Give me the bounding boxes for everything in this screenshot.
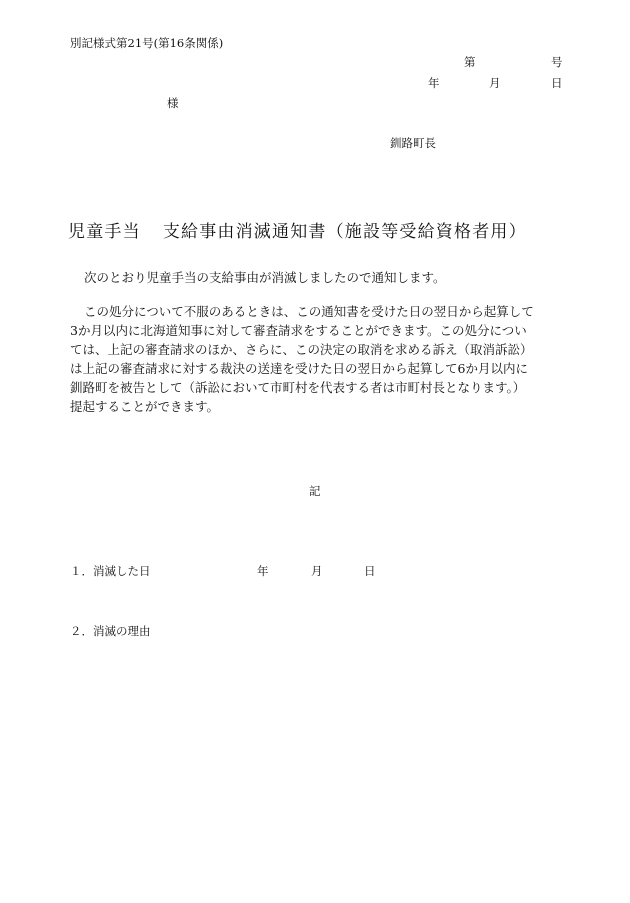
appeal-line (70, 302, 570, 321)
appeal-line: 釧路町を被告として（訴訟において市町村を代表する者は市町村長となります。） (70, 380, 526, 395)
item-1-year-label: 年 (257, 564, 269, 578)
appeal-line: は上記の審査請求に対する裁決の送達を受けた日の翌日から起算して6か月以内に (70, 361, 528, 376)
notice-paragraph: 次のとおり児童手当の支給事由が消滅しましたので通知します。 (84, 270, 446, 285)
date-month-label: 月 (489, 76, 501, 90)
title-part-1: 児童手当 (68, 222, 141, 242)
item-1-day-label: 日 (364, 564, 376, 578)
addressee-suffix: 様 (167, 96, 179, 110)
date-day-label: 日 (551, 76, 563, 90)
document-number-prefix: 第 (464, 55, 476, 69)
appeal-line: 提起することができます。 (70, 399, 220, 414)
ki-heading: 記 (309, 484, 321, 498)
appeal-paragraph (70, 302, 570, 416)
appeal-line-text: この処分について不服のあるときは、この通知書を受けた日の翌日から起算して (84, 304, 534, 319)
item-1-month-label: 月 (311, 564, 323, 578)
item-2-label: ２．消滅の理由 (70, 624, 151, 638)
form-label: 別記様式第21号(第16条関係) (70, 36, 224, 50)
appeal-line: 3か月以内に北海道知事に対して審査請求をすることができます。この処分につい (70, 323, 527, 338)
item-1-label: １．消滅した日 (70, 564, 151, 578)
issuer: 釧路町長 (390, 136, 436, 150)
appeal-line: ては、上記の審査請求のほか、さらに、この決定の取消を求める訴え（取消訴訟） (70, 342, 533, 357)
document-title (68, 221, 527, 243)
document-number-suffix: 号 (551, 55, 563, 69)
title-part-2: 支給事由消滅通知書（施設等受給資格者用） (162, 222, 527, 242)
date-year-label: 年 (428, 76, 440, 90)
